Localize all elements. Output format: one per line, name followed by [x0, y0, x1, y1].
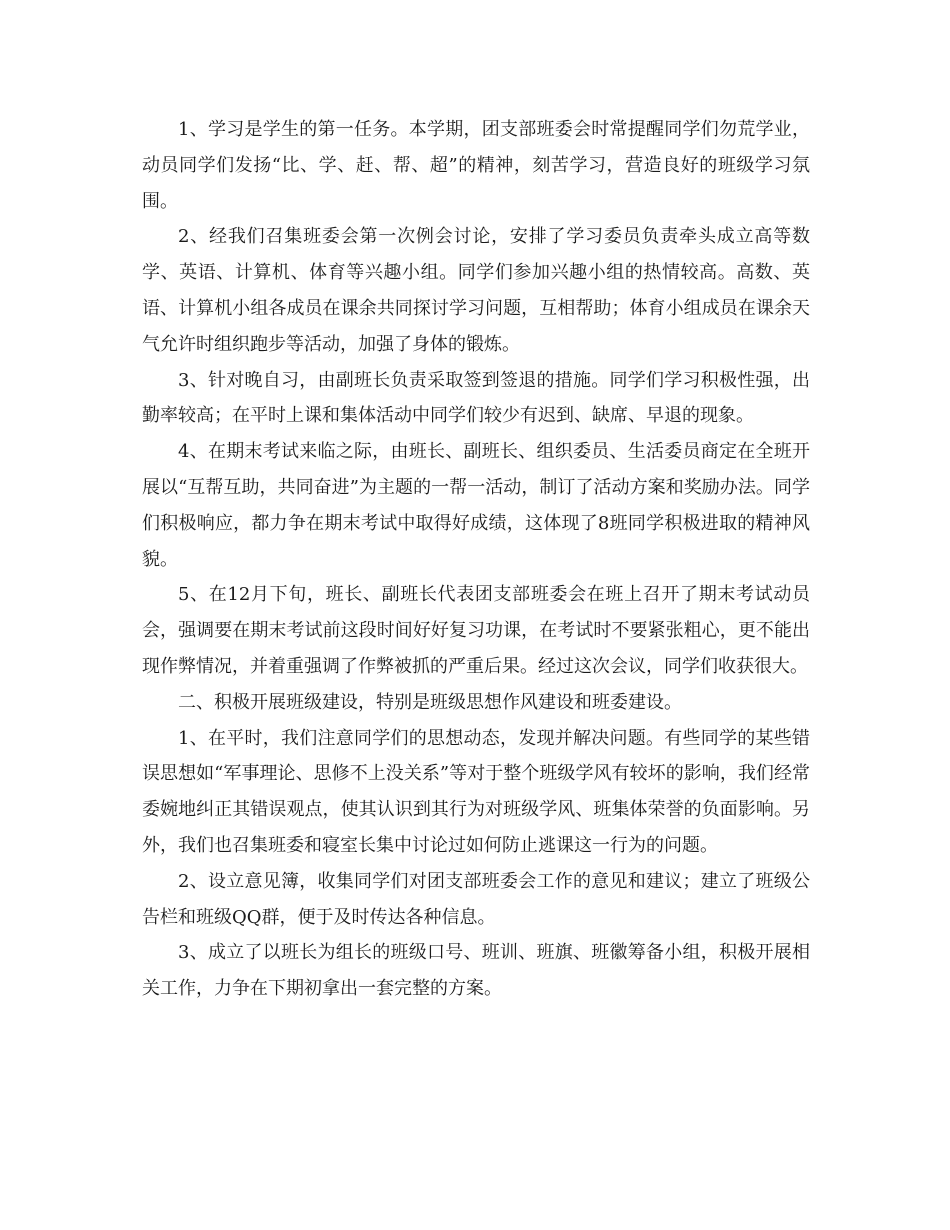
paragraph-evening-self-study: 3、针对晚自习，由副班长负责采取签到签退的措施。同学们学习积极性强，出勤率较高；在平时上课和集体活动中同学们较少有迟到、缺席、早退的现象。	[142, 369, 810, 427]
paragraph-preparatory-group: 3、成立了以班长为组长的班级口号、班训、班旗、班徽筹备小组，积极开展相关工作，力争在下期初拿出一套完整的方案。	[142, 942, 810, 1000]
paragraph-mutual-help-activity: 4、在期末考试来临之际，由班长、副班长、组织委员、生活委员商定在全班开展以“互帮互助，共同奋进”为主题的一帮一活动，制订了活动方案和奖励办法。同学们积极响应，都力争在期末考试中取得好成绩，这体现了8班同学积极进取的精神风貌。	[142, 441, 810, 570]
paragraph-exam-mobilization: 5、在12月下旬，班长、副班长代表团支部班委会在班上召开了期末考试动员会，强调要在期末考试前这段时间好好复习功课，在考试时不要紧张粗心，更不能出现作弊情况，并着重强调了作弊被抓的严重后果。经过这次会议，同学们收获很大。	[142, 584, 810, 677]
paragraph-thought-dynamics: 1、在平时，我们注意同学们的思想动态，发现并解决问题。有些同学的某些错误思想如“军事理论、思修不上没关系”等对于整个班级学风有较坏的影响，我们经常委婉地纠正其错误观点，使其认识到其行为对班级学风、班集体荣誉的负面影响。另外，我们也召集班委和寝室长集中讨论过如何防止逃课这一行为的问题。	[142, 727, 810, 856]
document-body	[142, 112, 810, 1007]
paragraph-interest-groups: 2、经我们召集班委会第一次例会讨论，安排了学习委员负责牵头成立高等数学、英语、计算机、体育等兴趣小组。同学们参加兴趣小组的热情较高。高数、英语、计算机小组各成员在课余共同探讨学习问题，互相帮助；体育小组成员在课余天气允许时组织跑步等活动，加强了身体的锻炼。	[142, 226, 810, 355]
paragraph-study-first-task: 1、学习是学生的第一任务。本学期，团支部班委会时常提醒同学们勿荒学业，动员同学们发扬“比、学、赶、帮、超”的精神，刻苦学习，营造良好的班级学习氛围。	[142, 119, 810, 212]
section-heading-class-building: 二、积极开展班级建设，特别是班级思想作风建设和班委建设。	[178, 691, 682, 713]
paragraph-suggestion-book: 2、设立意见簿，收集同学们对团支部班委会工作的意见和建议；建立了班级公告栏和班级QQ群，便于及时传达各种信息。	[142, 870, 810, 928]
